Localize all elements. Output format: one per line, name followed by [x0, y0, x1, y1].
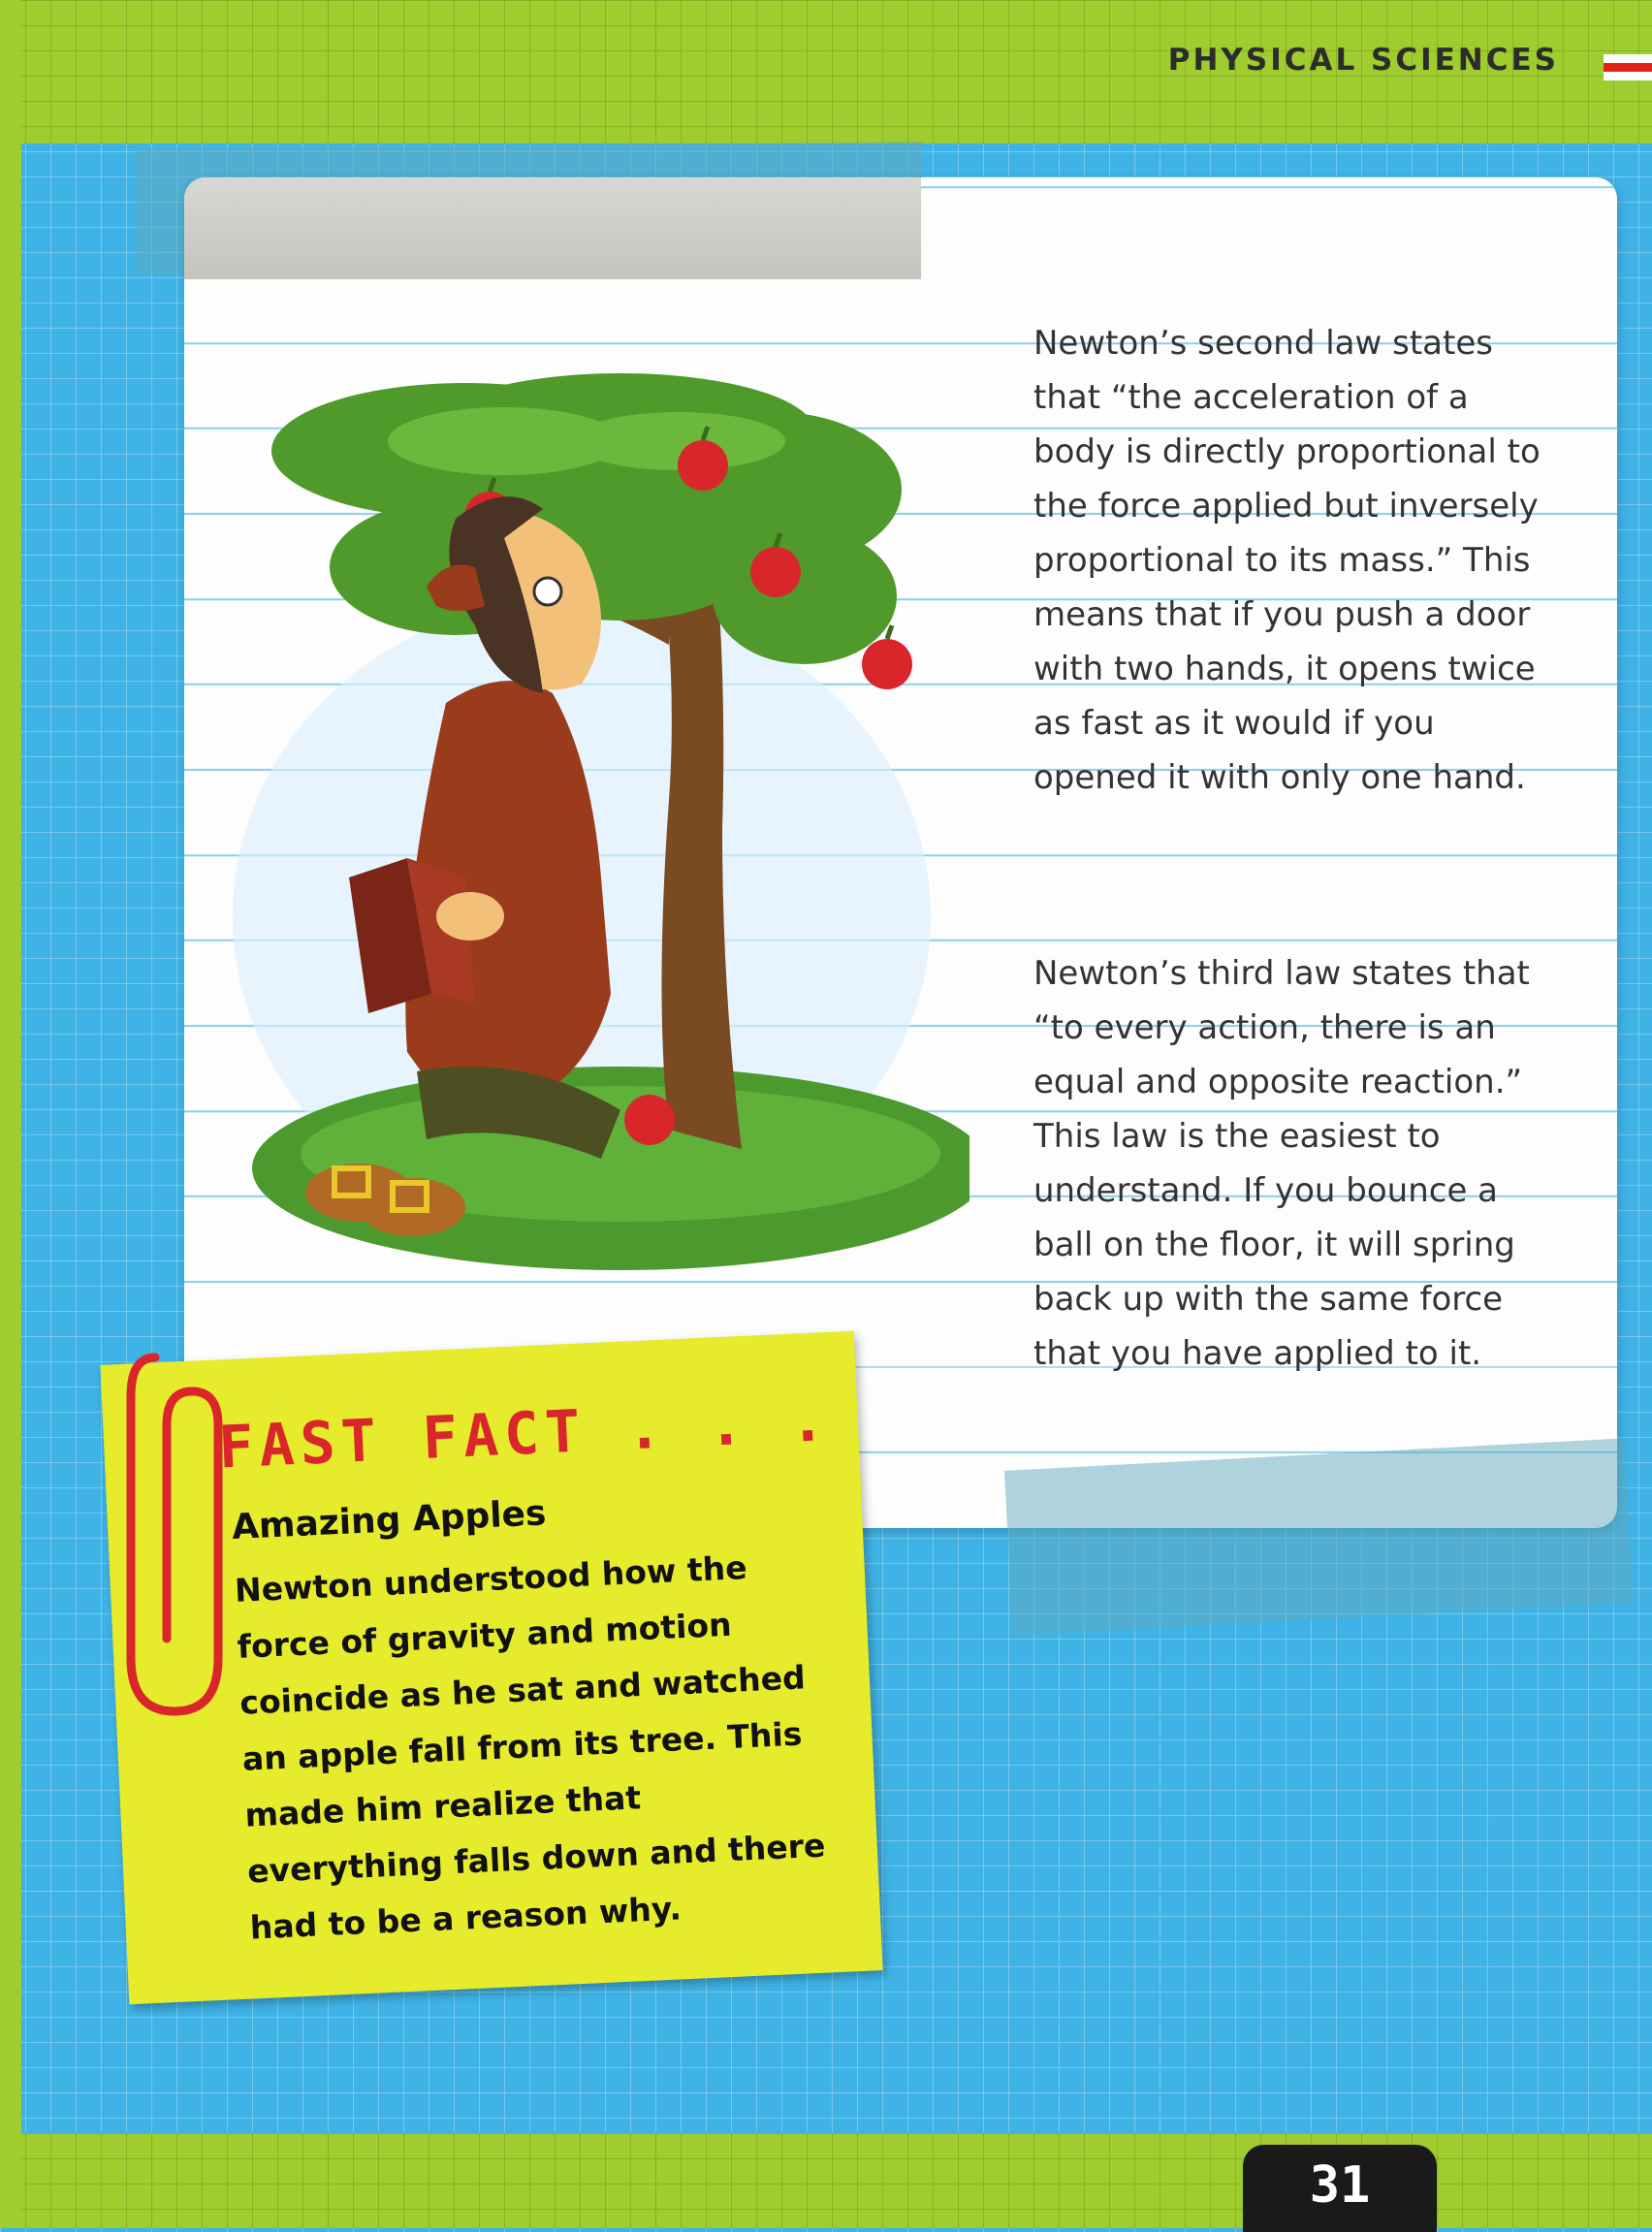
paragraph-second-law: Newton’s second law states that “the acceleration of a body is directly proportional to the force applied but inversely proportional to its mass.” This means that if you push a door with two hands, it opens twice as fast as it would if you opened it with only one hand. [1033, 324, 1541, 797]
fast-fact-subtitle: Amazing Apples [231, 1493, 548, 1547]
page-number: 31 [1309, 2156, 1371, 2215]
left-green-edge [0, 0, 21, 2228]
tape-strip-bottom [1004, 1438, 1633, 1635]
paragraph-third-law: Newton’s third law states that “to every action, there is an equal and opposite reaction.” This law is the easiest to understand. If you bounce a ball on the floor, it will spring back up with the same force that you have applied to it. [1033, 954, 1530, 1373]
corner-accent-bar [1604, 54, 1652, 81]
fast-fact-heading: FAST FACT . . . [216, 1386, 833, 1483]
page-number-tab [1243, 2145, 1437, 2232]
section-title: PHYSICAL SCIENCES [1167, 43, 1559, 78]
paper-torn-strip [184, 177, 921, 279]
newton-tree-illustration [213, 373, 969, 1280]
fast-fact-body: Newton understood how the force of gravity and motion coincide as he sat and watched an apple fall from its tree. This made him realize that everything falls down and there had to be a reason why. [234, 1547, 827, 1947]
paperclip-icon [116, 1338, 242, 1726]
